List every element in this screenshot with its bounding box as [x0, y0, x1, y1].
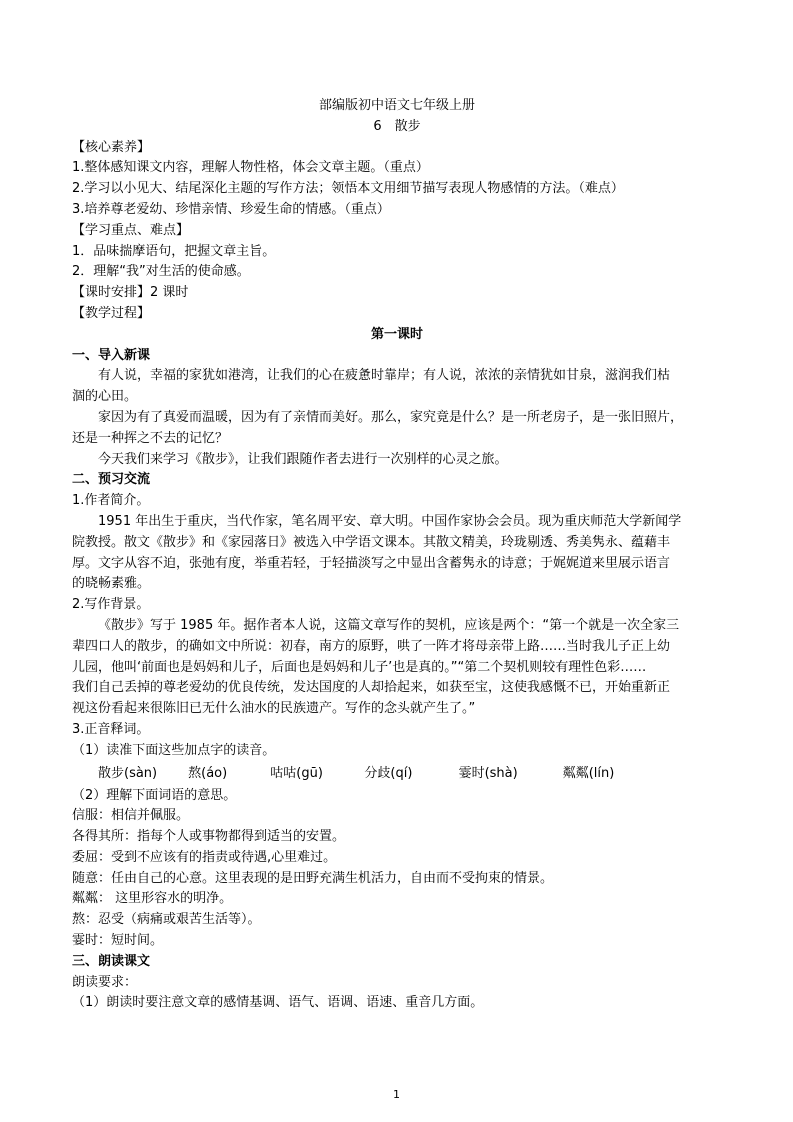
core-literacy-heading: 【核心素养】	[72, 139, 151, 155]
paragraph-line: 1951 年出生于重庆，当代作家，笔名周平安、章大明。中国作家协会会员。现为重庆师范大学新闻学	[98, 513, 682, 529]
word-definition: 熬：忍受（病痛或艰苦生活等）。	[72, 912, 261, 928]
process-heading: 【教学过程】	[72, 305, 151, 321]
author-heading: 1.作者简介。	[72, 493, 150, 509]
paragraph-line: 视这份看起来很陈旧已无什么油水的民族遗产。写作的念头就产生了。”	[72, 701, 476, 717]
paragraph-line: 厚。文字从容不迫，张弛有度，举重若轻，于轻描淡写之中显出含蓄隽永的诗意；于娓娓道来里展示语言	[72, 555, 671, 571]
paragraph-line: 院教授。散文《散步》和《家园落日》被选入中学语文课本。其散文精美，玲珑剔透、秀美隽永、蕴藉丰	[72, 534, 671, 550]
paragraph-line: 的晓畅素雅。	[72, 576, 151, 592]
core-item: 1.整体感知课文内容，理解人物性格，体会文章主题。（重点）	[72, 160, 429, 176]
schedule-line: 【课时安排】2 课时	[72, 285, 189, 301]
key-points-heading: 【学习重点、难点】	[72, 222, 190, 238]
paragraph-line: 辈四口人的散步，的确如文中所说：初春，南方的原野，哄了一阵才将母亲带上路……当时我儿子正上幼	[72, 638, 671, 654]
reading-requirement-item: （1）朗读时要注意文章的感情基调、语气、语调、语速、重音几方面。	[72, 995, 484, 1011]
word-definition: 委屈：受到不应该有的指责或待遇,心里难过。	[72, 849, 337, 865]
pronunciation-item: 熬(áo)	[188, 765, 228, 781]
background-heading: 2.写作背景。	[72, 597, 150, 613]
pronunciation-item: 粼粼(lín)	[562, 765, 615, 781]
paragraph-line: 《散步》写于 1985 年。据作者本人说，这篇文章写作的契机，应该是两个：“第一个就是一次全家三	[98, 617, 680, 633]
paragraph-line: 有人说，幸福的家犹如港湾，让我们的心在疲惫时靠岸；有人说，浓浓的亲情犹如甘泉，滋润我们枯	[98, 368, 671, 384]
meaning-heading: （2）理解下面词语的意思。	[72, 787, 237, 803]
pronunciation-item: 散步(sàn)	[98, 765, 158, 781]
document-title: 部编版初中语文七年级上册	[318, 98, 475, 113]
section-preview-heading: 二、预习交流	[72, 472, 151, 488]
pronunciation-row	[72, 762, 722, 786]
word-definition: 信服：相信并佩服。	[72, 808, 190, 824]
pronunciation-item: 分歧(qí)	[364, 765, 413, 781]
word-definition: 霎时：短时间。	[72, 933, 164, 949]
section-intro-heading: 一、导入新课	[72, 347, 151, 363]
pronunciation-item: 霎时(shà)	[458, 765, 518, 781]
pronunciation-item: 咕咕(gū)	[270, 765, 323, 781]
page-number: 1	[393, 1088, 400, 1101]
paragraph-line: 还是一种挥之不去的记忆？	[72, 430, 229, 446]
paragraph-line: 我们自己丢掉的尊老爱幼的优良传统，发达国度的人却拾起来，如获至宝，这使我感慨不已，开始重新正	[72, 680, 671, 696]
paragraph-line: 家因为有了真爱而温暖，因为有了亲情而美好。那么，家究竟是什么？是一所老房子，是一张旧照片，	[98, 409, 684, 425]
paragraph-line: 今天我们来学习《散步》，让我们跟随作者去进行一次别样的心灵之旅。	[98, 451, 508, 467]
word-definition: 各得其所：指每个人或事物都得到适当的安置。	[72, 829, 346, 845]
key-item: 1．品味揣摩语句，把握文章主旨。	[72, 243, 276, 259]
paragraph-line: 涸的心田。	[72, 389, 138, 405]
words-heading: 3.正音释词。	[72, 721, 150, 737]
key-item: 2．理解“我”对生活的使命感。	[72, 264, 250, 280]
lesson-one-heading: 第一课时	[370, 326, 423, 342]
word-definition: 随意：任由自己的心意。这里表现的是田野充满生机活力，自由而不受拘束的情景。	[72, 870, 554, 886]
section-reading-heading: 三、朗读课文	[72, 953, 151, 969]
core-item: 3.培养尊老爱幼、珍惜亲情、珍爱生命的情感。（重点）	[72, 201, 390, 217]
word-definition: 粼粼： 这里形容水的明净。	[72, 891, 233, 907]
document-body	[72, 96, 722, 1014]
lesson-subtitle: 6 散步	[373, 118, 421, 134]
paragraph-line: 儿园，他叫‘前面也是妈妈和儿子，后面也是妈妈和儿子’也是真的。”“第二个契机则较有理性色彩……	[72, 659, 647, 675]
reading-heading: （1）读准下面这些加点字的读音。	[72, 742, 276, 758]
core-item: 2.学习以小见大、结尾深化主题的写作方法；领悟本文用细节描写表现人物感情的方法。（难点）	[72, 181, 624, 197]
reading-requirement-label: 朗读要求：	[72, 974, 138, 990]
